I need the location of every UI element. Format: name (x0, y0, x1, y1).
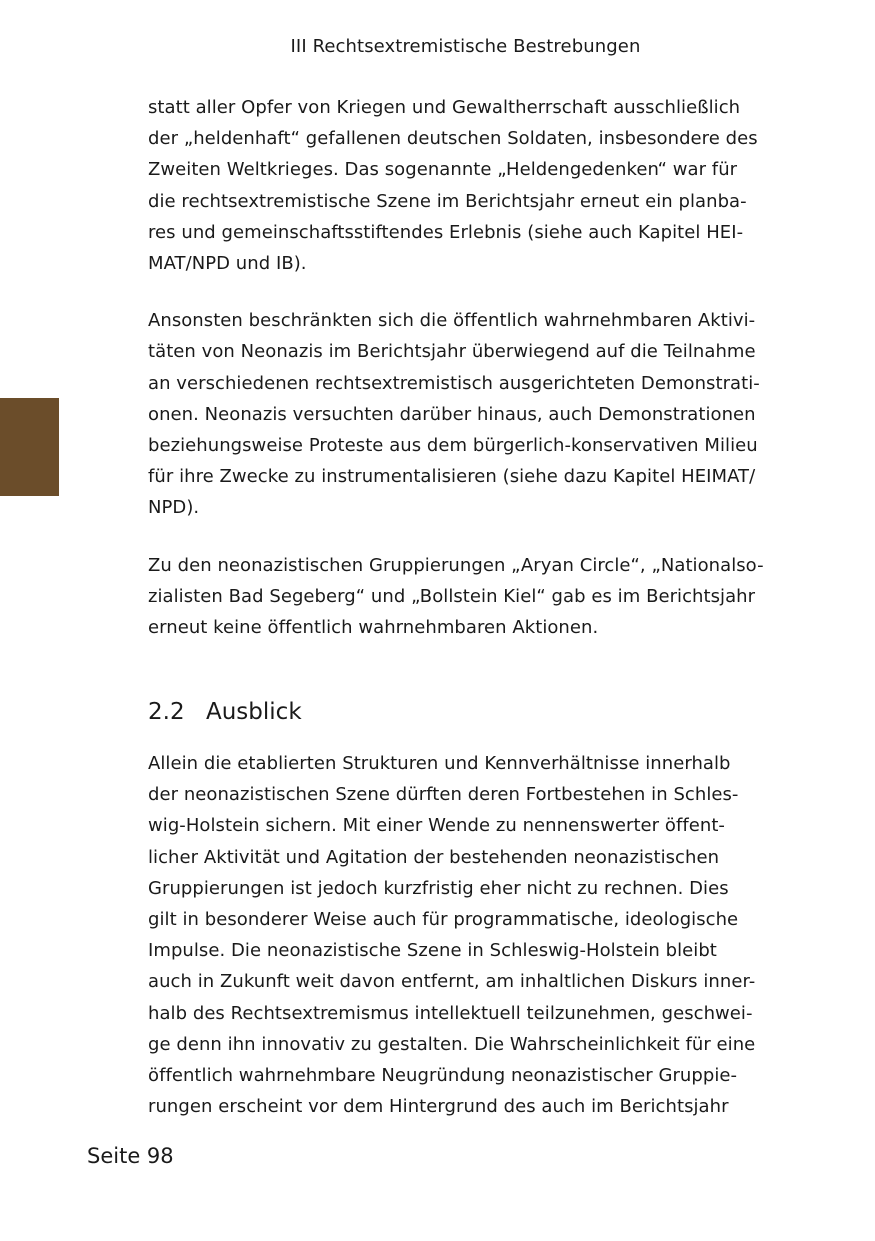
paragraph-line: res und gemeinschaftsstiftendes Erlebnis (siehe auch Kapitel HEI- (148, 221, 744, 243)
paragraph-line: auch in Zukunft weit davon entfernt, am inhaltlichen Diskurs inner- (148, 971, 756, 993)
section-number: 2.2 (148, 699, 185, 725)
paragraph-line: an verschiedenen rechtsextremistisch ausgerichteten Demonstrati- (148, 372, 760, 394)
paragraph-line: Impulse. Die neonazistische Szene in Schleswig-Holstein bleibt (148, 940, 717, 962)
paragraph-line: wig-Holstein sichern. Mit einer Wende zu nennenswerter öffent- (148, 815, 725, 837)
paragraph-line: gilt in besonderer Weise auch für programmatische, ideologische (148, 909, 739, 931)
running-header: III Rechtsextremistische Bestrebungen (290, 36, 641, 57)
paragraph-4 (148, 748, 755, 1122)
section-title: Ausblick (206, 699, 302, 725)
paragraph-line: licher Aktivität und Agitation der bestehenden neonazistischen (148, 846, 720, 868)
paragraph-3 (148, 550, 788, 644)
paragraph-line: täten von Neonazis im Berichtsjahr überwiegend auf die Teilnahme (148, 341, 756, 363)
paragraph-line: NPD). (148, 497, 200, 519)
paragraph-line: der „heldenhaft“ gefallenen deutschen Soldaten, insbesondere des (148, 128, 758, 150)
paragraph-line: beziehungsweise Proteste aus dem bürgerlich-konservativen Milieu (148, 435, 758, 457)
paragraph-2 (148, 305, 788, 523)
paragraph-line: Allein die etablierten Strukturen und Kennverhältnisse innerhalb (148, 753, 731, 774)
paragraph-line: zialisten Bad Segeberg“ und „Bollstein Kiel“ gab es im Berichtsjahr (148, 585, 756, 607)
chapter-side-tab (0, 398, 59, 496)
paragraph-line: MAT/NPD und IB). (148, 253, 307, 275)
page-number: Seite 98 (87, 1144, 174, 1168)
paragraph-line: rungen erscheint vor dem Hintergrund des auch im Berichtsjahr (148, 1096, 729, 1118)
paragraph-line: Zweiten Weltkrieges. Das sogenannte „Heldengedenken“ war für (148, 159, 738, 181)
paragraph-line: Gruppierungen ist jedoch kurzfristig eher nicht zu rechnen. Dies (148, 877, 729, 899)
paragraph-line: die rechtsextremistische Szene im Berichtsjahr erneut ein planba- (148, 190, 747, 212)
paragraph-1 (148, 92, 788, 279)
paragraph-line: onen. Neonazis versuchten darüber hinaus, auch Demonstrationen (148, 403, 756, 425)
paragraph-line: öffentlich wahrnehmbare Neugründung neonazistischer Gruppie- (148, 1065, 738, 1087)
paragraph-line: statt aller Opfer von Kriegen und Gewaltherrschaft ausschließlich (148, 97, 741, 118)
paragraph-line: ge denn ihn innovativ zu gestalten. Die Wahrscheinlichkeit für eine (148, 1033, 756, 1055)
paragraph-line: halb des Rechtsextremismus intellektuell teilzunehmen, geschwei- (148, 1002, 753, 1024)
paragraph-line: Zu den neonazistischen Gruppierungen „Aryan Circle“, „Nationalso- (148, 554, 764, 576)
section-heading (148, 697, 302, 727)
paragraph-line: für ihre Zwecke zu instrumentalisieren (siehe dazu Kapitel HEIMAT/ (148, 466, 756, 488)
page-content (148, 92, 788, 1118)
paragraph-line: Ansonsten beschränkten sich die öffentlich wahrnehmbaren Aktivi- (148, 310, 756, 332)
paragraph-line: der neonazistischen Szene dürften deren Fortbestehen in Schles- (148, 784, 739, 806)
paragraph-line: erneut keine öffentlich wahrnehmbaren Aktionen. (148, 617, 599, 639)
